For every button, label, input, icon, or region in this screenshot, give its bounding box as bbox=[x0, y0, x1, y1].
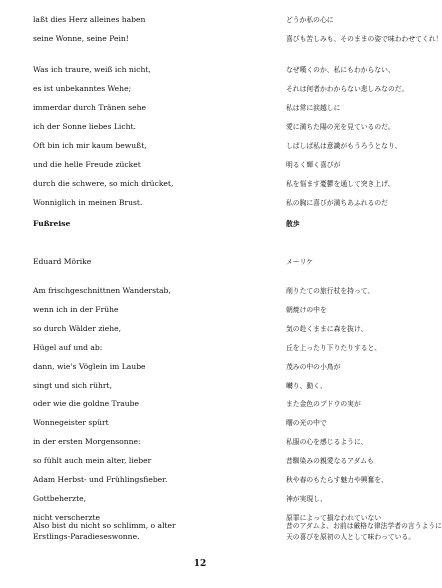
german-line: so fühlt auch mein alter, lieber bbox=[33, 456, 152, 466]
japanese-line: 原罪によって損なわれていない bbox=[286, 513, 382, 522]
japanese-line: 茂みの中の小鳥が bbox=[286, 362, 341, 371]
line-pair bbox=[0, 455, 400, 467]
line-pair bbox=[0, 520, 442, 532]
german-line: Eduard Mörike bbox=[33, 257, 92, 266]
german-line: Wonniglich in meinen Brust. bbox=[33, 197, 143, 207]
german-line: nicht verscherzte bbox=[33, 512, 101, 522]
line-pair bbox=[0, 323, 400, 335]
german-line: ich der Sonne liebes Licht. bbox=[33, 121, 136, 131]
german-line: Oft bin ich mir kaum bewußt, bbox=[33, 141, 147, 150]
line-pair bbox=[0, 493, 400, 505]
line-pair bbox=[0, 121, 400, 133]
japanese-line: 昔のアダムよ、お前は厳格な律法学者の言うように bbox=[286, 522, 442, 530]
japanese-line: 昔馴染みの親愛なるアダムも bbox=[286, 457, 374, 466]
line-pair bbox=[0, 531, 416, 543]
line-pair bbox=[0, 436, 400, 448]
japanese-line: メーリケ bbox=[286, 258, 314, 266]
line-pair bbox=[0, 159, 400, 171]
japanese-line: それは何者かわからない悲しみなのだ。 bbox=[286, 84, 409, 93]
line-pair bbox=[0, 380, 400, 392]
japanese-line: しばしば私は意識がもうろうとなり、 bbox=[286, 142, 402, 150]
japanese-line: また金色のブドウの実が bbox=[286, 400, 361, 409]
japanese-line: 気の赴くままに森を抜け、 bbox=[286, 324, 368, 333]
japanese-line: 私の胸に喜びが満ちあふれるのだ bbox=[286, 198, 388, 207]
line-pair bbox=[0, 14, 400, 26]
line-pair bbox=[0, 102, 400, 114]
line-pair bbox=[0, 398, 400, 410]
german-line: Erstlings-Paradieseswonne. bbox=[33, 531, 140, 541]
japanese-line: 私服の心を感じるように、 bbox=[286, 438, 368, 447]
japanese-line: 神が実現し、 bbox=[286, 494, 327, 503]
german-line: seine Wonne, seine Pein! bbox=[33, 33, 129, 43]
japanese-line: 愛に満ちた陽の光を見ているのだ。 bbox=[286, 122, 395, 131]
german-line: dann, wie's Vöglein im Laube bbox=[33, 361, 146, 371]
german-line: es ist unbekanntes Wehe; bbox=[33, 83, 132, 93]
line-pair bbox=[0, 140, 400, 152]
german-line: oder wie die goldne Traube bbox=[33, 399, 139, 409]
german-line: Am frischgeschnittnen Wanderstab, bbox=[33, 286, 171, 295]
line-pair bbox=[0, 256, 400, 268]
line-pair bbox=[0, 64, 400, 76]
japanese-line: 秋や春のもたらす魅力や興奮を、 bbox=[286, 476, 388, 484]
japanese-line: 私は常に涙越しに bbox=[286, 103, 341, 112]
german-line: in der ersten Morgensonne: bbox=[33, 437, 141, 447]
japanese-line: 丘を上ったり下りたりすると、 bbox=[286, 343, 382, 352]
poem-title-german: Fußreise bbox=[33, 219, 71, 228]
poem-title-japanese: 散歩 bbox=[286, 220, 300, 228]
german-line: Gottbeherzte, bbox=[33, 493, 87, 503]
german-line: und die helle Freude zücket bbox=[33, 159, 141, 169]
line-pair bbox=[0, 33, 442, 45]
line-pair bbox=[0, 218, 400, 230]
line-pair bbox=[0, 285, 400, 297]
japanese-line: 曙の光の中で bbox=[286, 419, 327, 428]
german-line: laßt dies Herz alleines haben bbox=[33, 15, 146, 24]
japanese-line: 喜びも苦しみも、そのままの姿で味わわせてくれ！ bbox=[286, 34, 442, 43]
line-pair bbox=[0, 342, 400, 354]
german-line: singt und sich rührt, bbox=[33, 380, 112, 390]
german-line: immerdar durch Tränen sehe bbox=[33, 102, 147, 112]
line-pair bbox=[0, 197, 400, 209]
line-pair bbox=[0, 474, 400, 486]
japanese-line: どうか私の心に bbox=[286, 16, 334, 24]
japanese-line: 天の喜びを原初の人として味わっている。 bbox=[286, 532, 416, 541]
german-line: Wonnegeister spürt bbox=[33, 418, 109, 428]
japanese-line: 囀り、動く、 bbox=[286, 381, 327, 390]
line-pair bbox=[0, 178, 400, 190]
german-line: so durch Wälder ziehe, bbox=[33, 323, 122, 333]
line-pair bbox=[0, 361, 400, 373]
german-line: Hügel auf und ab: bbox=[33, 342, 103, 352]
japanese-line: 明るく輝く喜びが bbox=[286, 160, 341, 169]
german-line: wenn ich in der Frühe bbox=[33, 304, 119, 314]
japanese-line: 朝焼けの中を bbox=[286, 305, 327, 314]
japanese-line: なぜ嘆くのか、私にもわからない、 bbox=[286, 66, 395, 74]
german-line: Also bist du nicht so schlimm, o alter bbox=[33, 521, 176, 530]
line-pair bbox=[0, 417, 400, 429]
japanese-line: 私を悩ます憂鬱を通して突き上げ、 bbox=[286, 179, 395, 188]
german-line: Was ich traure, weiß ich nicht, bbox=[33, 65, 151, 74]
line-pair bbox=[0, 83, 409, 95]
german-line: Adam Herbst- und Frühlingsfieber. bbox=[33, 475, 168, 484]
german-line: durch die schwere, so mich drücket, bbox=[33, 178, 174, 188]
japanese-line: 削りたての旅行杖を持って、 bbox=[286, 287, 375, 295]
page-number: 12 bbox=[193, 559, 207, 569]
line-pair bbox=[0, 304, 400, 316]
